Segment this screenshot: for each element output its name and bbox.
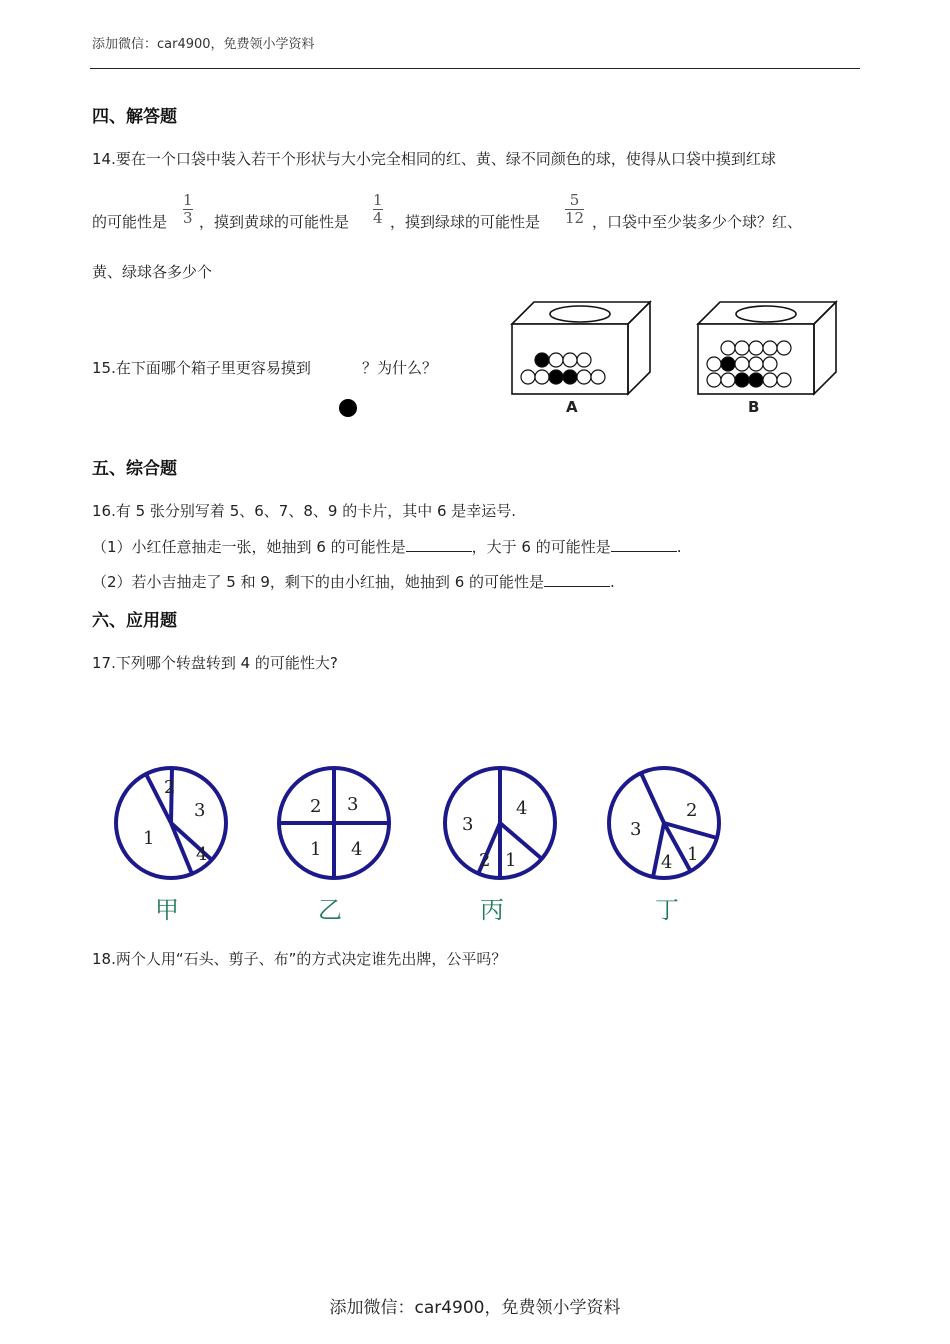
wheel-number: 3 xyxy=(194,800,206,821)
q18-text: 18.两个人用“石头、剪子、布”的方式决定谁先出牌，公平吗？ xyxy=(92,950,507,968)
box-a-label: A xyxy=(566,398,578,416)
q16-sub1-text-b: ，大于 6 的可能性是 xyxy=(471,538,611,556)
fraction-numerator: 1 xyxy=(373,191,383,209)
q14-line1: 14.要在一个口袋中装入若干个形状与大小完全相同的红、黄、绿不同颜色的球，使得从口袋中摸到红球 xyxy=(92,150,776,168)
wheel-number: 4 xyxy=(516,798,528,819)
wheel-number: 4 xyxy=(196,844,208,865)
spinner-wheel-jia xyxy=(110,762,232,884)
section-title-4: 四、解答题 xyxy=(92,107,177,127)
wheel-number: 1 xyxy=(505,850,517,871)
q14-text-part4: ，口袋中至少装多少个球？红、 xyxy=(592,213,803,231)
fraction-denominator: 4 xyxy=(373,209,383,227)
q16-sub1-text-c: . xyxy=(676,538,682,556)
section-title-6: 六、应用题 xyxy=(92,611,177,631)
wheel-label-bing: 丙 xyxy=(480,896,504,924)
q16-sub2-text-b: . xyxy=(610,573,615,591)
wheel-number: 1 xyxy=(310,839,322,860)
spinner-wheel-bing xyxy=(439,762,561,884)
spinner-wheel-ding xyxy=(603,762,725,884)
q16-sub1 xyxy=(92,536,682,557)
q16-sub2 xyxy=(92,571,615,592)
q14-fraction-yellow xyxy=(373,193,383,226)
q14-text-part2: ，摸到黄球的可能性是 xyxy=(199,213,350,231)
wheel-number: 4 xyxy=(351,839,363,860)
header-rule xyxy=(90,68,860,69)
q14-fraction-red xyxy=(183,193,193,226)
q15-text-b: ？为什么？ xyxy=(362,359,438,377)
wheel-label-jia: 甲 xyxy=(155,896,179,924)
box-a-illustration xyxy=(508,298,654,418)
wheel-number: 3 xyxy=(462,814,474,835)
wheel-number: 2 xyxy=(164,777,176,798)
footer-note: 添加微信：car4900，免费领小学资料 xyxy=(329,1298,621,1318)
spinner-wheel-yi xyxy=(273,762,395,884)
wheel-number: 1 xyxy=(143,828,155,849)
fraction-numerator: 5 xyxy=(569,191,580,209)
fraction-numerator: 1 xyxy=(183,191,193,209)
answer-blank[interactable] xyxy=(544,572,610,587)
box-b-label: B xyxy=(748,398,760,416)
wheel-number: 2 xyxy=(686,800,698,821)
black-ball-icon xyxy=(336,396,360,420)
q15-text-a: 15.在下面哪个箱子里更容易摸到 xyxy=(92,359,311,377)
wheel-number: 2 xyxy=(479,850,491,871)
wheel-label-ding: 丁 xyxy=(655,896,679,924)
q16-stem: 16.有 5 张分别写着 5、6、7、8、9 的卡片，其中 6 是幸运号. xyxy=(92,502,517,520)
wheel-number: 3 xyxy=(630,819,642,840)
q16-sub2-text-a: （2）若小吉抽走了 5 和 9，剩下的由小红抽，她抽到 6 的可能性是 xyxy=(92,573,545,591)
wheel-number: 1 xyxy=(687,844,699,865)
answer-blank[interactable] xyxy=(406,537,472,552)
wheel-number: 4 xyxy=(661,852,673,873)
wheel-label-yi: 乙 xyxy=(318,896,342,924)
fraction-denominator: 3 xyxy=(183,209,193,227)
q16-sub1-text-a: （1）小红任意抽走一张，她抽到 6 的可能性是 xyxy=(92,538,406,556)
section-title-5: 五、综合题 xyxy=(92,459,177,479)
fraction-denominator: 12 xyxy=(565,209,585,227)
q14-line3: 黄、绿球各多少个 xyxy=(92,263,213,281)
header-note: 添加微信：car4900，免费领小学资料 xyxy=(92,37,315,52)
answer-blank[interactable] xyxy=(611,537,677,552)
q14-text-part1: 的可能性是 xyxy=(92,213,168,231)
q14-text-part3: ，摸到绿球的可能性是 xyxy=(390,213,541,231)
q14-fraction-green xyxy=(565,193,584,226)
wheel-number: 2 xyxy=(310,796,322,817)
box-b-illustration xyxy=(694,298,840,418)
q17-text: 17.下列哪个转盘转到 4 的可能性大? xyxy=(92,654,338,672)
wheel-number: 3 xyxy=(347,794,359,815)
